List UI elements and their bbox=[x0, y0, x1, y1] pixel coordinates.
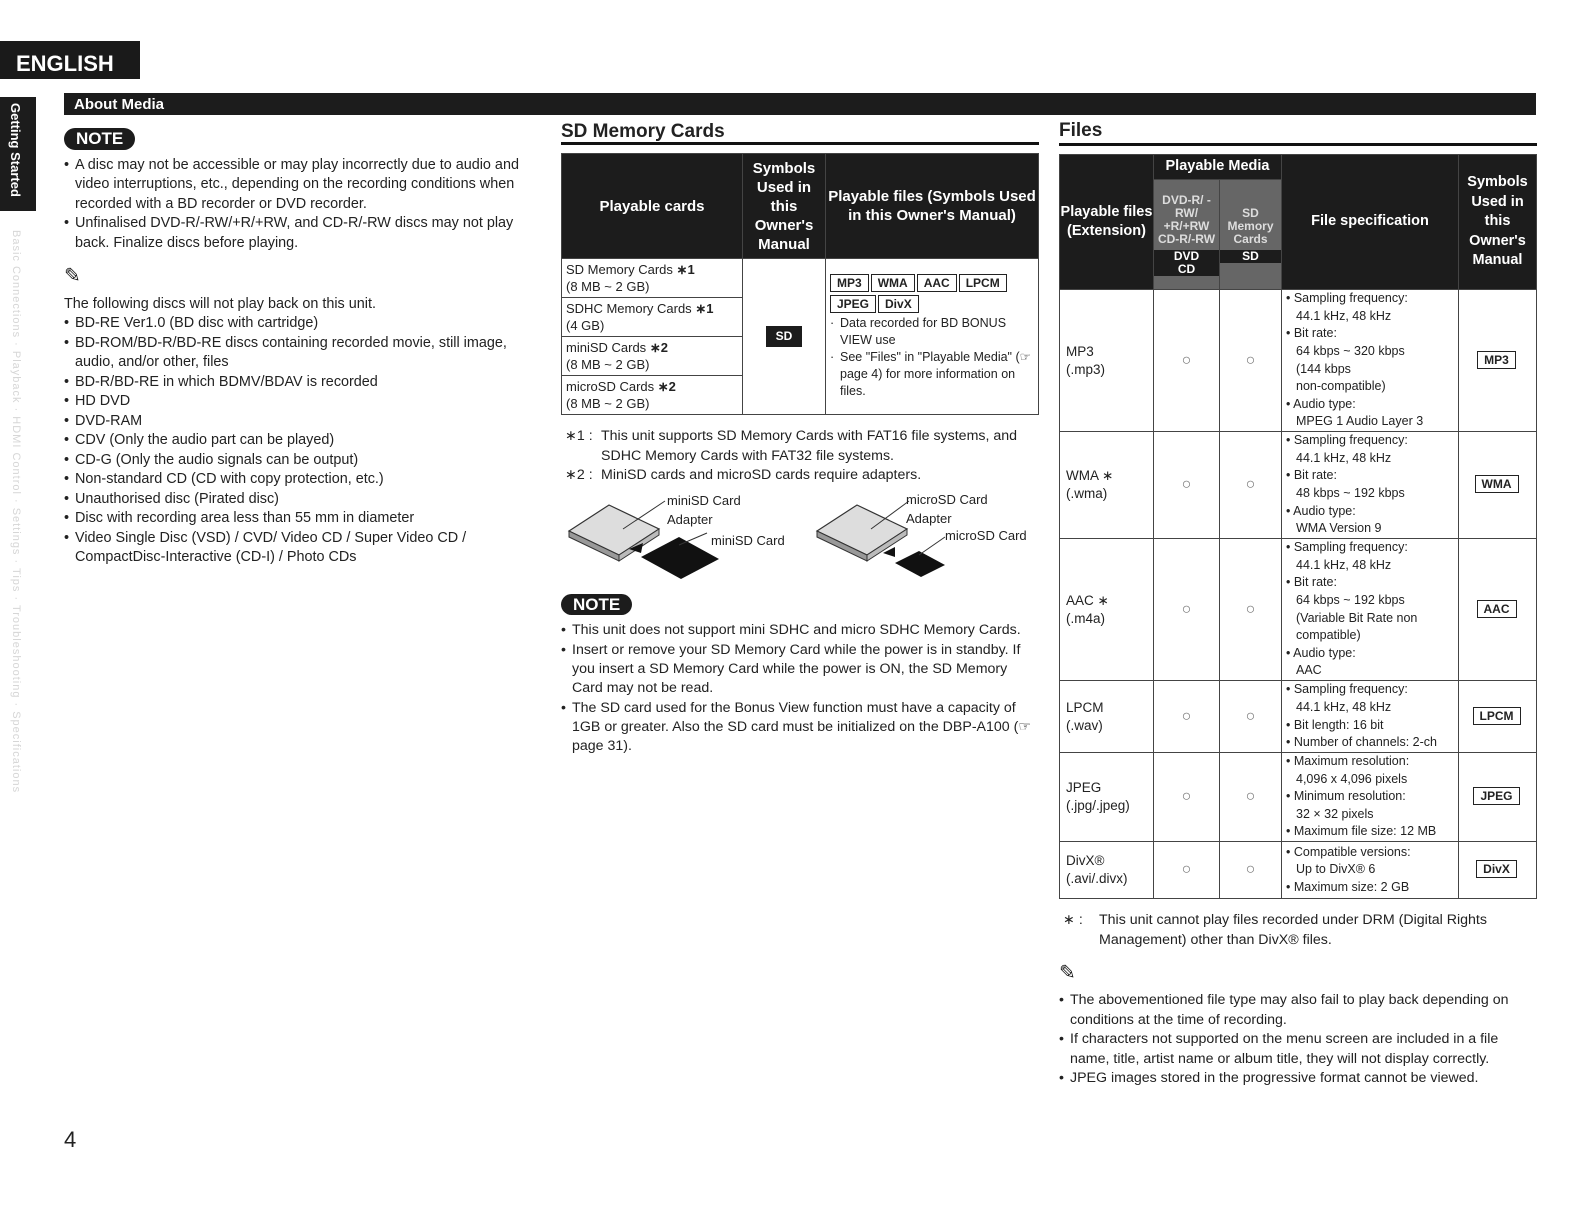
circle-icon: ○ bbox=[1220, 842, 1282, 899]
files-header-symbols: Symbols Used in this Owner's Manual bbox=[1459, 155, 1537, 290]
side-index-ghost: Basic Connections · Playback · HDMI Control · Settings · Tips · Troubleshooting · Specifications bbox=[10, 230, 22, 794]
sd-title: SD Memory Cards bbox=[561, 122, 1039, 145]
circle-icon: ○ bbox=[1220, 681, 1282, 753]
microsd-adapter-label: microSD Card Adapter bbox=[906, 492, 988, 527]
microsd-card-label: microSD Card bbox=[945, 528, 1027, 544]
disc-item: • Video Single Disc (VSD) / CVD/ Video CD / Super Video CD / CompactDisc-Interactive (CD-I) / Photo CDs bbox=[64, 529, 540, 568]
pencil-icon: ✎ bbox=[1059, 962, 1076, 984]
minisd-adapter-label: miniSD Card Adapter bbox=[667, 493, 741, 528]
file-row-divx: DivX® (.avi/.divx) ○ ○ • Compatible versions: Up to DivX® 6 • Maximum size: 2 GB DivX bbox=[1060, 842, 1537, 899]
page-number: 4 bbox=[64, 1127, 77, 1152]
circle-icon: ○ bbox=[1220, 290, 1282, 432]
section-header: About Media bbox=[64, 93, 1536, 115]
disc-item: • HD DVD bbox=[64, 392, 540, 412]
sd-header-files: Playable files (Symbols Used in this Owner's Manual) bbox=[826, 154, 1039, 259]
sd-symbol: SD bbox=[766, 326, 803, 347]
sd-note-item: • Insert or remove your SD Memory Card while the power is in standby. If you insert a SD Memory Card while the power is ON, the SD Memory Card may not be read. bbox=[561, 641, 1039, 699]
circle-icon: ○ bbox=[1154, 432, 1220, 539]
sd-note-item: • This unit does not support mini SDHC and micro SDHC Memory Cards. bbox=[561, 621, 1039, 640]
symbol-mp3: MP3 bbox=[1477, 351, 1516, 369]
file-row-wma: WMA ∗ (.wma) ○ ○ • Sampling frequency: 44.1 kHz, 48 kHz • Bit rate: 48 kbps ~ 192 kbps • Audio type: WMA Version 9 WMA bbox=[1060, 432, 1537, 539]
circle-icon: ○ bbox=[1154, 681, 1220, 753]
file-row-lpcm: LPCM (.wav) ○ ○ • Sampling frequency: 44.1 kHz, 48 kHz • Bit length: 16 bit • Number of channels: 2-ch LPCM bbox=[1060, 681, 1537, 753]
disc-item: • BD-R/BD-RE in which BDMV/BDAV is recorded bbox=[64, 373, 540, 393]
files-table bbox=[1059, 154, 1537, 899]
media-col-sd: SD Memory Cards SD bbox=[1220, 180, 1282, 290]
sd-card-row: SD Memory Cards ∗1 (8 MB ~ 2 GB) bbox=[562, 259, 743, 298]
files-footnote: ∗ : This unit cannot play files recorded under DRM (Digital Rights Management) other than DivX® files. bbox=[1063, 912, 1487, 948]
side-tab-getting-started[interactable] bbox=[0, 97, 36, 211]
symbol-jpeg: JPEG bbox=[1473, 787, 1519, 805]
note-label: NOTE bbox=[64, 128, 135, 150]
sd-note-item: • The SD card used for the Bonus View function must have a capacity of 1GB or greater. Also the SD card must be initialized on the DBP-A100 (☞page 31). bbox=[561, 699, 1039, 757]
circle-icon: ○ bbox=[1220, 432, 1282, 539]
disc-item: • Unauthorised disc (Pirated disc) bbox=[64, 490, 540, 510]
sd-footnote-2: ∗2 : MiniSD cards and microSD cards require adapters. bbox=[565, 466, 922, 483]
symbol-lpcm: LPCM bbox=[959, 274, 1007, 292]
sd-header-symbols: Symbols Used in this Owner's Manual bbox=[743, 154, 826, 259]
files-note-item: • JPEG images stored in the progressive format cannot be viewed. bbox=[1059, 1069, 1537, 1089]
files-header-playable-files: Playable files (Extension) bbox=[1060, 155, 1154, 290]
sd-card-row: microSD Cards ∗2 (8 MB ~ 2 GB) bbox=[562, 376, 743, 415]
circle-icon: ○ bbox=[1154, 539, 1220, 681]
note-item: • Unfinalised DVD-R/-RW/+R/+RW, and CD-R/-RW discs may not play back. Finalize discs before playing. bbox=[64, 214, 540, 253]
disc-item: • BD-RE Ver1.0 (BD disc with cartridge) bbox=[64, 314, 540, 334]
file-row-mp3: MP3 (.mp3) ○ ○ • Sampling frequency: 44.1 kHz, 48 kHz • Bit rate: 64 kbps ~ 320 kbps (144 kbps non-compatible) • Audio type: MPEG 1 Audio Layer 3 MP3 bbox=[1060, 290, 1537, 432]
side-tab-label: Getting Started bbox=[8, 103, 23, 197]
language-tab: ENGLISH bbox=[0, 41, 140, 79]
sd-column bbox=[561, 122, 1039, 757]
unplayable-intro: The following discs will not play back on this unit. bbox=[64, 295, 376, 312]
note-item: • A disc may not be accessible or may play incorrectly due to audio and video interruptions, etc., depending on the recording conditions when recorded with a BD recorder or DVD recorder. bbox=[64, 156, 540, 215]
symbol-mp3: MP3 bbox=[830, 274, 869, 292]
disc-item: • Disc with recording area less than 55 mm in diameter bbox=[64, 509, 540, 529]
files-note-item: • If characters not supported on the menu screen are included in a file name, title, artist name or album title, they will not display correctly. bbox=[1059, 1030, 1537, 1069]
sd-header-cards: Playable cards bbox=[562, 154, 743, 259]
files-note-item: • The abovementioned file type may also fail to play back depending on conditions at the time of recording. bbox=[1059, 991, 1537, 1030]
sd-footnote-1: ∗1 : This unit supports SD Memory Cards with FAT16 file systems, and SDHC Memory Cards with FAT32 file systems. bbox=[565, 428, 1018, 464]
adapter-illustration bbox=[561, 491, 1039, 586]
symbol-wma: WMA bbox=[1475, 475, 1519, 493]
circle-icon: ○ bbox=[1154, 290, 1220, 432]
sd-table bbox=[561, 153, 1039, 415]
disc-item: • Non-standard CD (CD with copy protection, etc.) bbox=[64, 470, 540, 490]
file-row-aac: AAC ∗ (.m4a) ○ ○ • Sampling frequency: 44.1 kHz, 48 kHz • Bit rate: 64 kbps ~ 192 kbps (Variable Bit Rate non compatible) • Audio type: AAC AAC bbox=[1060, 539, 1537, 681]
sd-file-note: · See "Files" in "Playable Media" (☞page 4) for more information on files. bbox=[830, 349, 1034, 400]
disc-item: • CD-G (Only the audio signals can be output) bbox=[64, 451, 540, 471]
files-title: Files bbox=[1059, 120, 1537, 146]
symbol-aac: AAC bbox=[917, 274, 957, 292]
circle-icon: ○ bbox=[1220, 539, 1282, 681]
sd-card-row: miniSD Cards ∗2 (8 MB ~ 2 GB) bbox=[562, 337, 743, 376]
circle-icon: ○ bbox=[1154, 842, 1220, 899]
file-row-jpeg: JPEG (.jpg/.jpeg) ○ ○ • Maximum resolution: 4,096 x 4,096 pixels • Minimum resolution: 32 × 32 pixels • Maximum file size: 12 MB JPEG bbox=[1060, 753, 1537, 842]
symbol-jpeg: JPEG bbox=[830, 295, 876, 313]
left-column bbox=[64, 128, 540, 568]
files-column bbox=[1059, 120, 1537, 1089]
circle-icon: ○ bbox=[1154, 753, 1220, 842]
disc-item: • CDV (Only the audio part can be played) bbox=[64, 431, 540, 451]
files-header-spec: File specification bbox=[1282, 155, 1459, 290]
disc-item: • DVD-RAM bbox=[64, 412, 540, 432]
symbol-aac: AAC bbox=[1477, 600, 1517, 618]
note-label: NOTE bbox=[561, 594, 632, 615]
symbol-wma: WMA bbox=[871, 274, 915, 292]
symbol-divx: DivX bbox=[878, 295, 919, 313]
sd-file-note: · Data recorded for BD BONUS VIEW use bbox=[830, 315, 1034, 349]
files-header-playable-media: Playable Media bbox=[1154, 155, 1282, 180]
symbol-divx: DivX bbox=[1476, 860, 1517, 878]
media-col-dvd-cd: DVD-R/ -RW/ +R/+RW CD-R/-RW DVD CD bbox=[1154, 180, 1220, 290]
symbol-lpcm: LPCM bbox=[1473, 707, 1521, 725]
disc-item: • BD-ROM/BD-R/BD-RE discs containing recorded movie, still image, audio, and/or other, files bbox=[64, 334, 540, 373]
pencil-icon: ✎ bbox=[64, 265, 81, 287]
minisd-card-label: miniSD Card bbox=[711, 533, 785, 549]
sd-files-cell bbox=[826, 259, 1039, 415]
sd-card-row: SDHC Memory Cards ∗1 (4 GB) bbox=[562, 298, 743, 337]
circle-icon: ○ bbox=[1220, 753, 1282, 842]
sd-symbol-cell bbox=[743, 259, 826, 415]
